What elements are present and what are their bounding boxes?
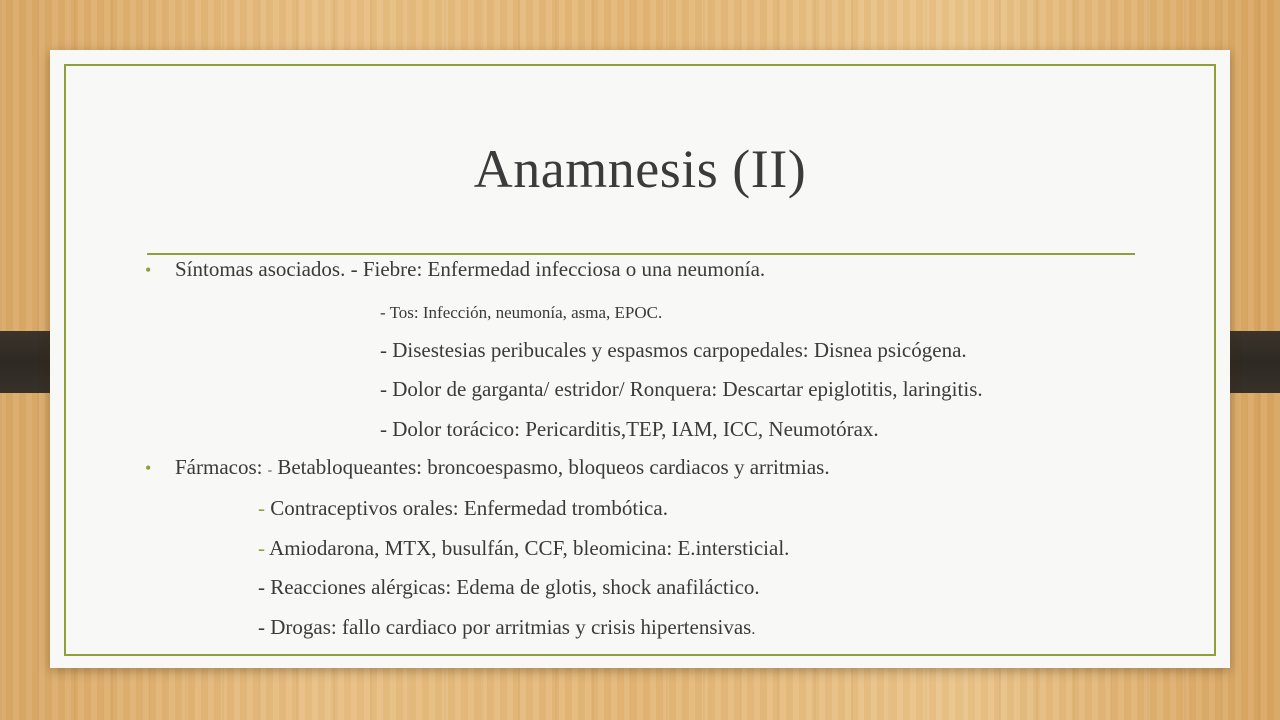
sub-item-drogas-end: . — [751, 621, 756, 638]
title-divider — [147, 253, 1135, 255]
sub-item-fiebre: - Fiebre: Enfermedad infecciosa o una neumonía. — [350, 257, 766, 281]
sub-item-betabloqueantes: Betabloqueantes: broncoespasmo, bloqueos cardiacos y arritmias. — [277, 455, 830, 479]
sub-item-drogas — [258, 615, 755, 640]
sub-item-reacciones: - Reacciones alérgicas: Edema de glotis, shock anafiláctico. — [258, 575, 760, 599]
sub-item-dash: - — [267, 462, 273, 477]
slide-title: Anamnesis (II) — [473, 139, 807, 199]
sub-item-dash: - — [258, 496, 265, 520]
slide-paper — [50, 50, 1230, 668]
sub-item-drogas-text: - Drogas: fallo cardiaco por arritmias y crisis hipertensivas — [258, 615, 752, 639]
section-label-sintomas: Síntomas asociados. — [175, 257, 346, 281]
sub-item-amiodarona-text: Amiodarona, MTX, busulfán, CCF, bleomicina: E.intersticial. — [269, 536, 790, 560]
sub-item-garganta: - Dolor de garganta/ estridor/ Ronquera: Descartar epiglotitis, laringitis. — [380, 377, 983, 401]
sub-item-toracico: - Dolor torácico: Pericarditis,TEP, IAM, ICC, Neumotórax. — [380, 417, 879, 441]
bullet-item-farmacos — [175, 455, 830, 480]
sub-item-disestesias: - Disestesias peribucales y espasmos carpopedales: Disnea psicógena. — [380, 338, 967, 362]
sub-item-amiodarona — [258, 536, 789, 561]
sub-item-tos: - Tos: Infección, neumonía, asma, EPOC. — [380, 303, 663, 322]
sub-item-contraceptivos — [258, 496, 668, 521]
bullet-item-sintomas — [175, 257, 765, 282]
sub-item-dash: - — [258, 536, 265, 560]
sub-item-contraceptivos-text: Contraceptivos orales: Enfermedad trombótica. — [270, 496, 668, 520]
bullet-icon: • — [145, 458, 152, 478]
bullet-icon: • — [145, 260, 152, 280]
section-label-farmacos: Fármacos: — [175, 455, 263, 479]
